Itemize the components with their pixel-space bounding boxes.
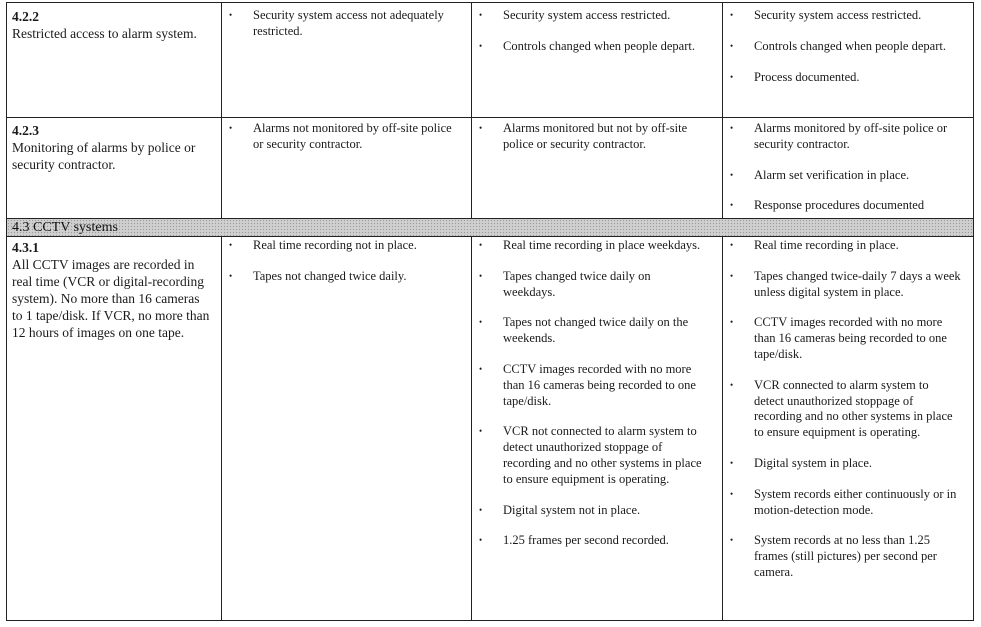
bullet-icon: • xyxy=(730,535,734,546)
bullet-item xyxy=(477,121,713,153)
bullet-icon: • xyxy=(730,40,734,51)
bullet-text: Security system access restricted. xyxy=(503,8,671,22)
r422-col3 xyxy=(728,8,966,85)
r422-col2 xyxy=(477,8,713,55)
bullet-text: VCR not connected to alarm system to detect unauthorized stoppage of recording and no other systems in place to ensure equipment is operating. xyxy=(503,424,702,486)
bullet-list xyxy=(227,238,463,285)
bullet-text: Digital system not in place. xyxy=(503,502,641,517)
bullet-list xyxy=(728,238,966,581)
bullet-icon: • xyxy=(479,317,483,328)
bullet-item xyxy=(477,238,703,254)
bullet-icon: • xyxy=(730,270,734,281)
column-divider xyxy=(471,3,472,620)
bullet-item xyxy=(477,424,713,487)
bullet-item xyxy=(477,269,703,301)
r431-col1 xyxy=(227,238,463,285)
criterion-text: All CCTV images are recorded in real time (VCR or digital-recording system). No more than 16 cameras to 1 tape/disk. If VCR, no more than 12 hours of images on one tape. xyxy=(12,257,210,340)
criterion-text: Restricted access to alarm system. xyxy=(12,26,197,41)
bullet-icon: • xyxy=(730,240,734,250)
bullet-item xyxy=(728,269,966,301)
bullet-item xyxy=(477,503,713,519)
bullet-item xyxy=(227,238,463,254)
bullet-text: CCTV images recorded with no more than 16 cameras being recorded to one tape/disk. xyxy=(503,361,696,408)
bullet-item xyxy=(227,269,463,285)
bullet-icon: • xyxy=(730,488,734,499)
bullet-item xyxy=(227,8,463,40)
bullet-text: System records either continuously or in motion-detection mode. xyxy=(754,486,957,517)
r423-col2 xyxy=(477,121,713,153)
bullet-icon: • xyxy=(229,270,233,281)
bullet-text: Tapes changed twice daily on weekdays. xyxy=(503,268,651,299)
bullet-icon: • xyxy=(730,457,734,468)
bullet-text: VCR connected to alarm system to detect unauthorized stoppage of recording and no other systems in place to ensure equipment is operating. xyxy=(754,377,953,440)
criterion-number: 4.3.1 xyxy=(12,240,39,255)
bullet-text: Alarm set verification in place. xyxy=(754,167,910,182)
bullet-icon: • xyxy=(479,426,483,437)
bullet-text: Process documented. xyxy=(754,69,860,84)
r431-col2 xyxy=(477,238,713,549)
bullet-text: Tapes changed twice-daily 7 days a week unless digital system in place. xyxy=(754,268,961,299)
section-header-label: 4.3 CCTV systems xyxy=(12,220,118,235)
bullet-icon: • xyxy=(479,240,483,250)
bullet-text: Real time recording not in place. xyxy=(253,238,417,252)
bullet-list xyxy=(477,8,713,55)
bullet-item xyxy=(477,39,703,55)
bullet-icon: • xyxy=(479,270,483,281)
criterion-4-2-2 xyxy=(12,8,212,42)
r423-col1 xyxy=(227,121,463,153)
bullet-icon: • xyxy=(479,535,483,546)
bullet-text: Digital system in place. xyxy=(754,455,873,470)
bullet-item xyxy=(477,533,713,549)
r431-col3 xyxy=(728,238,966,581)
bullet-item xyxy=(728,168,966,184)
bullet-text: Tapes not changed twice daily. xyxy=(253,268,407,283)
row-divider xyxy=(7,117,973,118)
bullet-text: Controls changed when people depart. xyxy=(754,38,946,53)
section-header-band xyxy=(7,218,973,237)
bullet-item xyxy=(227,121,463,153)
bullet-list xyxy=(728,121,966,214)
bullet-list xyxy=(477,238,713,549)
bullet-text: Alarms monitored but not by off-site police or security contractor. xyxy=(503,121,688,151)
bullet-icon: • xyxy=(479,40,483,51)
bullet-list xyxy=(728,8,966,85)
criterion-number: 4.2.3 xyxy=(12,123,39,138)
bullet-text: Tapes not changed twice daily on the weekends. xyxy=(503,315,689,346)
bullet-icon: • xyxy=(730,379,734,390)
column-divider xyxy=(722,3,723,620)
bullet-text: 1.25 frames per second recorded. xyxy=(503,533,669,548)
bullet-icon: • xyxy=(479,504,483,515)
r423-col3 xyxy=(728,121,966,214)
criterion-number: 4.2.2 xyxy=(12,9,39,24)
bullet-icon: • xyxy=(730,71,734,82)
bullet-item xyxy=(477,8,713,24)
bullet-item xyxy=(728,456,966,472)
bullet-item xyxy=(477,362,713,409)
bullet-icon: • xyxy=(730,169,734,180)
bullet-icon: • xyxy=(730,200,734,211)
bullet-list xyxy=(477,121,713,153)
bullet-list xyxy=(227,121,463,153)
bullet-text: CCTV images recorded with no more than 16 cameras being recorded to one tape/disk. xyxy=(754,315,947,361)
criterion-4-3-1 xyxy=(12,239,212,341)
bullet-icon: • xyxy=(479,10,483,20)
bullet-icon: • xyxy=(730,10,734,20)
bullet-icon: • xyxy=(229,10,233,20)
criterion-4-2-3 xyxy=(12,122,212,173)
bullet-item xyxy=(728,198,966,214)
bullet-text: System records at no less than 1.25 frames (still pictures) per second per camera. xyxy=(754,533,937,579)
criterion-text: Monitoring of alarms by police or security contractor. xyxy=(12,140,196,172)
bullet-list xyxy=(227,8,463,40)
bullet-text: Security system access restricted. xyxy=(754,8,922,22)
assessment-table xyxy=(6,2,974,621)
bullet-item xyxy=(728,378,954,441)
bullet-icon: • xyxy=(479,123,483,133)
bullet-text: Response procedures documented xyxy=(754,198,925,213)
bullet-item xyxy=(728,70,966,86)
bullet-icon: • xyxy=(229,123,233,133)
bullet-icon: • xyxy=(730,317,734,328)
bullet-text: Real time recording in place weekdays. xyxy=(503,238,701,252)
bullet-item xyxy=(728,8,966,24)
bullet-item xyxy=(477,315,713,347)
bullet-item xyxy=(728,238,966,254)
bullet-text: Real time recording in place. xyxy=(754,238,899,252)
bullet-icon: • xyxy=(479,363,483,374)
bullet-icon: • xyxy=(730,123,734,133)
bullet-item xyxy=(728,533,966,580)
bullet-item xyxy=(728,121,966,153)
bullet-item xyxy=(728,487,966,519)
bullet-item xyxy=(728,315,966,362)
bullet-text: Alarms not monitored by off-site police or security contractor. xyxy=(253,121,452,151)
bullet-text: Controls changed when people depart. xyxy=(503,38,695,53)
column-divider xyxy=(221,3,222,620)
bullet-item xyxy=(728,39,954,55)
bullet-text: Security system access not adequately restricted. xyxy=(253,8,444,38)
r422-col1 xyxy=(227,8,463,40)
bullet-icon: • xyxy=(229,240,233,250)
bullet-text: Alarms monitored by off-site police or security contractor. xyxy=(754,121,948,151)
